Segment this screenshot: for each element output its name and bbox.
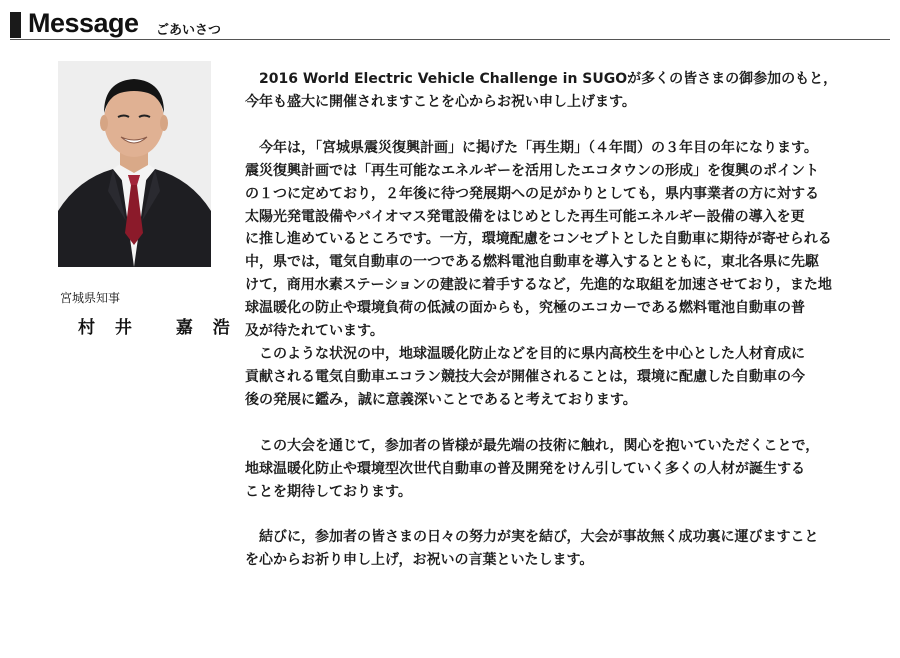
message-body <box>245 68 870 572</box>
text-line: に推し進めているところです。一方，環境配慮をコンセプトとした自動車に期待が寄せられる <box>245 231 832 248</box>
header-divider <box>10 39 890 40</box>
text-line: この大会を通じて，参加者の皆様が最先端の技術に触れ，関心を抱いていただくことで， <box>245 437 820 454</box>
text-line: 2016 World Electric Vehicle Challenge in SUGOが多くの皆さまの御参加のもと， <box>245 71 838 87</box>
text-line: ことを期待しております。 <box>245 483 412 500</box>
text-line: 震災復興計画では「再生可能なエネルギーを活用したエコタウンの形成」を復興のポイント <box>245 162 819 179</box>
text-line: 地球温暖化防止や環境型次世代自動車の普及開発をけん引していく多くの人材が誕生する <box>245 460 805 477</box>
portrait-photo <box>58 61 211 267</box>
text-line: けて，商用水素ステーションの建設に着手するなど，先進的な取組を加速させており，また地 <box>245 277 832 294</box>
header <box>10 10 890 40</box>
text-line: を心からお祈り申し上げ，お祝いの言葉といたします。 <box>245 552 594 569</box>
text-line: 今年は，「宮城県震災復興計画」に掲げた「再生期」（４年間）の３年目の年になります。 <box>245 139 818 156</box>
text-line: 太陽光発電設備やバイオマス発電設備をはじめとした再生可能エネルギー設備の導入を更 <box>245 208 805 225</box>
text-line: 結びに，参加者の皆さまの日々の努力が実を結び，大会が事故無く成功裏に運びますこと <box>245 529 819 546</box>
paragraph-3 <box>245 343 870 412</box>
header-accent-bar <box>10 12 21 38</box>
text-line: 中，県では，電気自動車の一つである燃料電池自動車を導入するとともに，東北各県に先駆 <box>245 254 819 271</box>
page-subtitle: ごあいさつ <box>156 23 222 38</box>
text-line: 貢献される電気自動車エコラン競技大会が開催されることは，環境に配慮した自動車の今 <box>245 368 805 385</box>
page-title: Message <box>28 8 139 38</box>
text-line: の１つに定めており，２年後に待つ発展期への足がかりとしても，県内事業者の方に対する <box>245 185 819 202</box>
text-line: 後の発展に鑑み，誠に意義深いことであると考えております。 <box>245 391 637 408</box>
text-line: このような状況の中，地球温暖化防止などを目的に県内高校生を中心とした人材育成に <box>245 345 805 362</box>
paragraph-4 <box>245 435 870 504</box>
text-line: 今年も盛大に開催されますことを心からお祝い申し上げます。 <box>245 93 636 110</box>
paragraph-2 <box>245 137 870 343</box>
paragraph-5 <box>245 526 870 572</box>
text-line: 球温暖化の防止や環境負荷の低減の面からも，究極のエコカーである燃料電池自動車の普 <box>245 300 805 317</box>
caption-title: 宮城県知事 <box>60 291 121 305</box>
text-line: 及が待たれています。 <box>245 323 384 340</box>
caption-name: 村 井 嘉 浩 <box>78 318 237 338</box>
paragraph-1 <box>245 68 870 114</box>
